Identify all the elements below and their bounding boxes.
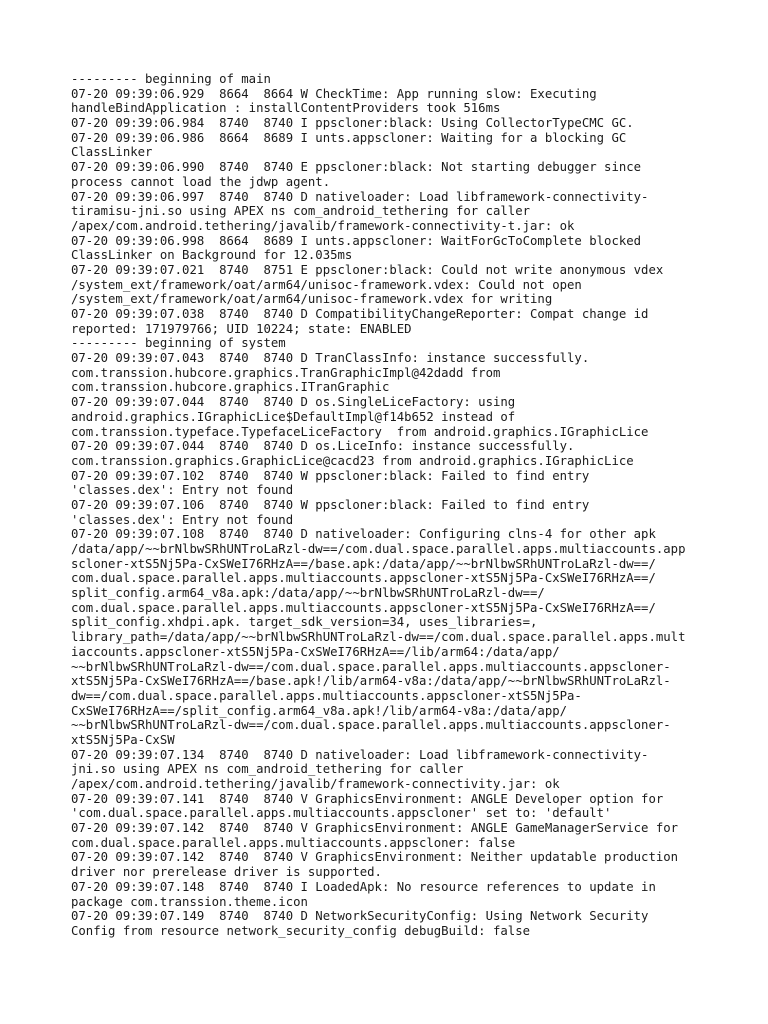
log-line: CxSWeI76RHzA==/split_config.arm64_v8a.apk!/lib/arm64-v8a:/data/app/: [71, 703, 568, 718]
log-line: 07-20 09:39:07.134 8740 8740 D nativeloader: Load libframework-connectivity-: [71, 747, 649, 762]
log-line: /apex/com.android.tethering/javalib/framework-connectivity-t.jar: ok: [71, 218, 575, 233]
log-line: /data/app/~~brNlbwSRhUNTroLaRzl-dw==/com.dual.space.parallel.apps.multiaccounts.app: [71, 542, 686, 556]
log-line: 'com.dual.space.parallel.apps.multiaccounts.appscloner' set to: 'default': [71, 806, 612, 821]
log-line: 07-20 09:39:07.142 8740 8740 V GraphicsEnvironment: ANGLE GameManagerService for: [71, 821, 679, 836]
log-line: /system_ext/framework/oat/arm64/unisoc-framework.vdex: Could not open: [71, 277, 582, 292]
log-line: --------- beginning of system: [71, 336, 286, 351]
log-line: tiramisu-jni.so using APEX ns com_android_tethering for caller: [71, 204, 531, 219]
log-line: 07-20 09:39:06.997 8740 8740 D nativeloader: Load libframework-connectivity-: [71, 189, 649, 204]
log-line: 07-20 09:39:07.044 8740 8740 D os.LiceInfo: instance successfully.: [71, 439, 575, 454]
log-text: [71, 72, 691, 939]
log-line: com.transsion.hubcore.graphics.ITranGraphic: [71, 380, 390, 395]
log-line: /apex/com.android.tethering/javalib/framework-connectivity.jar: ok: [71, 777, 560, 791]
log-line: 'classes.dex': Entry not found: [71, 483, 294, 498]
log-line: com.transsion.typeface.TypefaceLiceFactory from android.graphics.IGraphicLice: [71, 424, 649, 439]
log-line: 07-20 09:39:07.021 8740 8751 E ppscloner:black: Could not write anonymous vdex: [71, 262, 664, 277]
log-line: process cannot load the jdwp agent.: [71, 174, 331, 189]
log-line: dw==/com.dual.space.parallel.apps.multiaccounts.appscloner-xtS5Nj5Pa-: [71, 688, 582, 703]
log-line: ~~brNlbwSRhUNTroLaRzl-dw==/com.dual.space.parallel.apps.multiaccounts.appscloner-: [71, 659, 671, 674]
log-line: com.transsion.graphics.GraphicLice@cacd23 from android.graphics.IGraphicLice: [71, 453, 634, 468]
log-line: 07-20 09:39:07.102 8740 8740 W ppscloner:black: Failed to find entry: [71, 468, 590, 483]
log-line: package com.transsion.theme.icon: [71, 894, 308, 909]
log-line: 07-20 09:39:07.149 8740 8740 D NetworkSecurityConfig: Using Network Security: [71, 909, 649, 924]
log-line: ClassLinker on Background for 12.035ms: [71, 248, 353, 263]
log-line: 07-20 09:39:07.043 8740 8740 D TranClassInfo: instance successfully.: [71, 351, 590, 366]
log-line: com.dual.space.parallel.apps.multiaccounts.appscloner: false: [71, 835, 516, 850]
log-line: 07-20 09:39:06.990 8740 8740 E ppscloner:black: Not starting debugger since: [71, 160, 642, 175]
log-line: ClassLinker: [71, 145, 153, 160]
log-line: driver nor prerelease driver is supported.: [71, 865, 382, 880]
log-line: 07-20 09:39:06.986 8664 8689 I unts.appscloner: Waiting for a blocking GC: [71, 130, 627, 145]
log-line: /system_ext/framework/oat/arm64/unisoc-framework.vdex for writing: [71, 292, 553, 307]
log-line: 07-20 09:39:07.148 8740 8740 I LoadedApk: No resource references to update in: [71, 879, 656, 894]
log-line: library_path=/data/app/~~brNlbwSRhUNTroLaRzl-dw==/com.dual.space.parallel.apps.mult: [71, 630, 686, 645]
log-line: 07-20 09:39:06.984 8740 8740 I ppscloner:black: Using CollectorTypeCMC GC.: [71, 116, 634, 131]
log-line: 07-20 09:39:07.108 8740 8740 D nativeloader: Configuring clns-4 for other apk: [71, 527, 656, 542]
log-line: split_config.arm64_v8a.apk:/data/app/~~brNlbwSRhUNTroLaRzl-dw==/: [71, 586, 545, 601]
log-line: 07-20 09:39:07.044 8740 8740 D os.SingleLiceFactory: using: [71, 395, 516, 410]
log-line: ~~brNlbwSRhUNTroLaRzl-dw==/com.dual.space.parallel.apps.multiaccounts.appscloner-: [71, 718, 671, 733]
log-line: 07-20 09:39:06.929 8664 8664 W CheckTime: App running slow: Executing: [71, 86, 597, 101]
log-line: 07-20 09:39:07.106 8740 8740 W ppscloner:black: Failed to find entry: [71, 497, 590, 512]
log-line: 'classes.dex': Entry not found: [71, 512, 294, 527]
log-line: 07-20 09:39:07.141 8740 8740 V GraphicsEnvironment: ANGLE Developer option for: [71, 791, 664, 806]
log-line: 07-20 09:39:07.038 8740 8740 D CompatibilityChangeReporter: Compat change id: [71, 307, 649, 321]
log-line: reported: 171979766; UID 10224; state: ENABLED: [71, 321, 412, 336]
log-line: 07-20 09:39:07.142 8740 8740 V GraphicsEnvironment: Neither updatable production: [71, 850, 679, 865]
log-line: handleBindApplication : installContentProviders took 516ms: [71, 101, 501, 116]
log-line: --------- beginning of main: [71, 72, 271, 86]
log-line: com.dual.space.parallel.apps.multiaccounts.appscloner-xtS5Nj5Pa-CxSWeI76RHzA==/: [71, 571, 656, 586]
log-line: jni.so using APEX ns com_android_tethering for caller: [71, 762, 464, 777]
log-line: android.graphics.IGraphicLice$DefaultImpl@f14b652 instead of: [71, 409, 516, 424]
log-line: Config from resource network_security_config debugBuild: false: [71, 923, 531, 938]
log-line: split_config.xhdpi.apk. target_sdk_version=34, uses_libraries=,: [71, 615, 538, 630]
log-line: xtS5Nj5Pa-CxSWeI76RHzA==/base.apk!/lib/arm64-v8a:/data/app/~~brNlbwSRhUNTroLaRzl-: [71, 674, 671, 689]
log-line: xtS5Nj5Pa-CxSW: [71, 732, 175, 747]
log-line: com.transsion.hubcore.graphics.TranGraphicImpl@42dadd from: [71, 365, 501, 380]
log-line: 07-20 09:39:06.998 8664 8689 I unts.appscloner: WaitForGcToComplete blocked: [71, 233, 642, 248]
log-line: iaccounts.appscloner-xtS5Nj5Pa-CxSWeI76RHzA==/lib/arm64:/data/app/: [71, 644, 560, 659]
log-line: com.dual.space.parallel.apps.multiaccounts.appscloner-xtS5Nj5Pa-CxSWeI76RHzA==/: [71, 600, 656, 615]
log-line: scloner-xtS5Nj5Pa-CxSWeI76RHzA==/base.apk:/data/app/~~brNlbwSRhUNTroLaRzl-dw==/: [71, 556, 656, 571]
